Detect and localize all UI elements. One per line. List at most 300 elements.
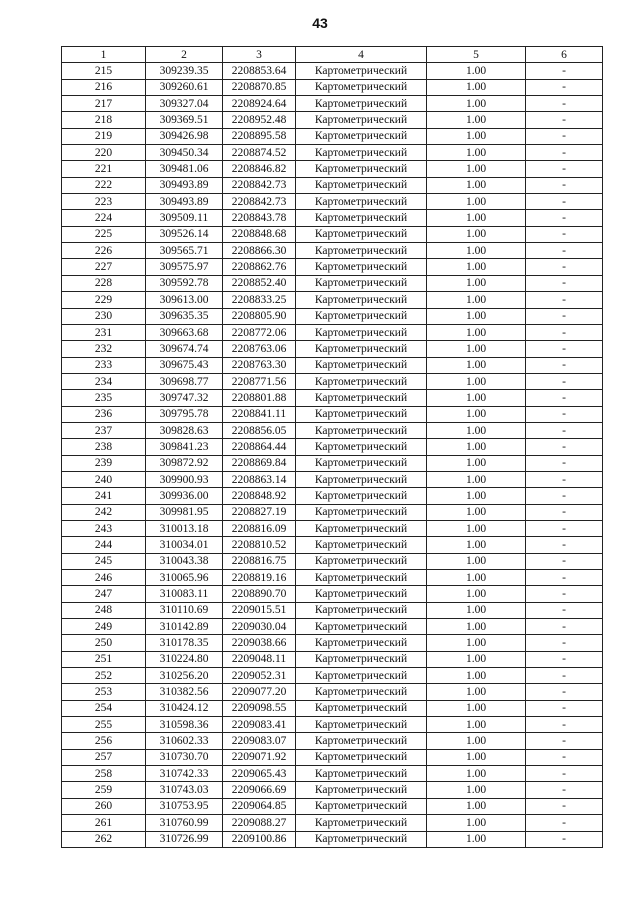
x-coordinate-cell: 309841.23 [146, 439, 223, 455]
accuracy-cell: 1.00 [427, 798, 526, 814]
accuracy-cell: 1.00 [427, 373, 526, 389]
note-cell: - [526, 63, 603, 79]
x-coordinate-cell: 309872.92 [146, 455, 223, 471]
accuracy-cell: 1.00 [427, 570, 526, 586]
note-cell: - [526, 226, 603, 242]
y-coordinate-cell: 2208816.75 [223, 553, 296, 569]
note-cell: - [526, 798, 603, 814]
note-cell: - [526, 782, 603, 798]
table-row [62, 243, 603, 259]
accuracy-cell: 1.00 [427, 357, 526, 373]
point-number-cell: 223 [62, 194, 146, 210]
method-cell: Картометрический [296, 161, 427, 177]
x-coordinate-cell: 309828.63 [146, 422, 223, 438]
accuracy-cell: 1.00 [427, 717, 526, 733]
note-cell: - [526, 177, 603, 193]
note-cell: - [526, 717, 603, 733]
point-number-cell: 254 [62, 700, 146, 716]
x-coordinate-cell: 310726.99 [146, 831, 223, 847]
point-number-cell: 258 [62, 766, 146, 782]
point-number-cell: 216 [62, 79, 146, 95]
note-cell: - [526, 619, 603, 635]
accuracy-cell: 1.00 [427, 815, 526, 831]
y-coordinate-cell: 2209065.43 [223, 766, 296, 782]
x-coordinate-cell: 309698.77 [146, 373, 223, 389]
accuracy-cell: 1.00 [427, 275, 526, 291]
table-row [62, 259, 603, 275]
table-row [62, 553, 603, 569]
note-cell: - [526, 815, 603, 831]
point-number-cell: 260 [62, 798, 146, 814]
table-row [62, 749, 603, 765]
note-cell: - [526, 145, 603, 161]
y-coordinate-cell: 2209100.86 [223, 831, 296, 847]
x-coordinate-cell: 309747.32 [146, 390, 223, 406]
y-coordinate-cell: 2209083.07 [223, 733, 296, 749]
table-row [62, 635, 603, 651]
table-row [62, 145, 603, 161]
table-row [62, 471, 603, 487]
table-row [62, 194, 603, 210]
y-coordinate-cell: 2208848.68 [223, 226, 296, 242]
method-cell: Картометрический [296, 831, 427, 847]
method-cell: Картометрический [296, 128, 427, 144]
table-row [62, 128, 603, 144]
method-cell: Картометрический [296, 504, 427, 520]
note-cell: - [526, 471, 603, 487]
y-coordinate-cell: 2208890.70 [223, 586, 296, 602]
method-cell: Картометрический [296, 210, 427, 226]
note-cell: - [526, 488, 603, 504]
x-coordinate-cell: 310043.38 [146, 553, 223, 569]
y-coordinate-cell: 2208895.58 [223, 128, 296, 144]
accuracy-cell: 1.00 [427, 308, 526, 324]
note-cell: - [526, 570, 603, 586]
accuracy-cell: 1.00 [427, 259, 526, 275]
accuracy-cell: 1.00 [427, 749, 526, 765]
method-cell: Картометрический [296, 668, 427, 684]
note-cell: - [526, 537, 603, 553]
point-number-cell: 242 [62, 504, 146, 520]
x-coordinate-cell: 309795.78 [146, 406, 223, 422]
note-cell: - [526, 357, 603, 373]
table-row [62, 586, 603, 602]
method-cell: Картометрический [296, 520, 427, 536]
y-coordinate-cell: 2208924.64 [223, 96, 296, 112]
point-number-cell: 239 [62, 455, 146, 471]
table-row [62, 292, 603, 308]
point-number-cell: 225 [62, 226, 146, 242]
y-coordinate-cell: 2208866.30 [223, 243, 296, 259]
point-number-cell: 237 [62, 422, 146, 438]
table-row [62, 161, 603, 177]
point-number-cell: 217 [62, 96, 146, 112]
y-coordinate-cell: 2208843.78 [223, 210, 296, 226]
accuracy-cell: 1.00 [427, 488, 526, 504]
x-coordinate-cell: 310602.33 [146, 733, 223, 749]
accuracy-cell: 1.00 [427, 145, 526, 161]
point-number-cell: 250 [62, 635, 146, 651]
column-header: 1 [62, 47, 146, 63]
y-coordinate-cell: 2208863.14 [223, 471, 296, 487]
point-number-cell: 256 [62, 733, 146, 749]
y-coordinate-cell: 2208848.92 [223, 488, 296, 504]
y-coordinate-cell: 2208842.73 [223, 177, 296, 193]
x-coordinate-cell: 309239.35 [146, 63, 223, 79]
method-cell: Картометрический [296, 602, 427, 618]
x-coordinate-cell: 309981.95 [146, 504, 223, 520]
y-coordinate-cell: 2209088.27 [223, 815, 296, 831]
y-coordinate-cell: 2208827.19 [223, 504, 296, 520]
table-row [62, 602, 603, 618]
accuracy-cell: 1.00 [427, 537, 526, 553]
method-cell: Картометрический [296, 455, 427, 471]
method-cell: Картометрический [296, 145, 427, 161]
method-cell: Картометрический [296, 651, 427, 667]
table-row [62, 717, 603, 733]
note-cell: - [526, 341, 603, 357]
point-number-cell: 228 [62, 275, 146, 291]
x-coordinate-cell: 310424.12 [146, 700, 223, 716]
y-coordinate-cell: 2209048.11 [223, 651, 296, 667]
y-coordinate-cell: 2209066.69 [223, 782, 296, 798]
method-cell: Картометрический [296, 733, 427, 749]
point-number-cell: 238 [62, 439, 146, 455]
accuracy-cell: 1.00 [427, 831, 526, 847]
method-cell: Картометрический [296, 586, 427, 602]
y-coordinate-cell: 2208833.25 [223, 292, 296, 308]
table-row [62, 537, 603, 553]
x-coordinate-cell: 309675.43 [146, 357, 223, 373]
method-cell: Картометрический [296, 308, 427, 324]
y-coordinate-cell: 2209052.31 [223, 668, 296, 684]
table-row [62, 79, 603, 95]
method-cell: Картометрический [296, 749, 427, 765]
note-cell: - [526, 700, 603, 716]
column-header: 5 [427, 47, 526, 63]
method-cell: Картометрический [296, 798, 427, 814]
table-row [62, 324, 603, 340]
accuracy-cell: 1.00 [427, 586, 526, 602]
point-number-cell: 251 [62, 651, 146, 667]
x-coordinate-cell: 310110.69 [146, 602, 223, 618]
note-cell: - [526, 520, 603, 536]
table-row [62, 308, 603, 324]
y-coordinate-cell: 2209015.51 [223, 602, 296, 618]
note-cell: - [526, 194, 603, 210]
x-coordinate-cell: 309481.06 [146, 161, 223, 177]
note-cell: - [526, 96, 603, 112]
x-coordinate-cell: 310753.95 [146, 798, 223, 814]
method-cell: Картометрический [296, 292, 427, 308]
x-coordinate-cell: 310013.18 [146, 520, 223, 536]
y-coordinate-cell: 2209071.92 [223, 749, 296, 765]
method-cell: Картометрический [296, 259, 427, 275]
x-coordinate-cell: 309450.34 [146, 145, 223, 161]
table-row [62, 766, 603, 782]
table-row [62, 798, 603, 814]
x-coordinate-cell: 310224.80 [146, 651, 223, 667]
accuracy-cell: 1.00 [427, 194, 526, 210]
point-number-cell: 221 [62, 161, 146, 177]
accuracy-cell: 1.00 [427, 651, 526, 667]
x-coordinate-cell: 309260.61 [146, 79, 223, 95]
note-cell: - [526, 684, 603, 700]
point-number-cell: 243 [62, 520, 146, 536]
table-row [62, 733, 603, 749]
y-coordinate-cell: 2209077.20 [223, 684, 296, 700]
y-coordinate-cell: 2209064.85 [223, 798, 296, 814]
x-coordinate-cell: 309493.89 [146, 177, 223, 193]
note-cell: - [526, 668, 603, 684]
column-header: 4 [296, 47, 427, 63]
table-row [62, 177, 603, 193]
y-coordinate-cell: 2208856.05 [223, 422, 296, 438]
point-number-cell: 222 [62, 177, 146, 193]
point-number-cell: 232 [62, 341, 146, 357]
table-row [62, 684, 603, 700]
column-header: 3 [223, 47, 296, 63]
y-coordinate-cell: 2208841.11 [223, 406, 296, 422]
point-number-cell: 215 [62, 63, 146, 79]
y-coordinate-cell: 2208816.09 [223, 520, 296, 536]
method-cell: Картометрический [296, 63, 427, 79]
method-cell: Картометрический [296, 553, 427, 569]
x-coordinate-cell: 309493.89 [146, 194, 223, 210]
accuracy-cell: 1.00 [427, 520, 526, 536]
table-row [62, 504, 603, 520]
table-row [62, 226, 603, 242]
y-coordinate-cell: 2208870.85 [223, 79, 296, 95]
note-cell: - [526, 406, 603, 422]
x-coordinate-cell: 309426.98 [146, 128, 223, 144]
point-number-cell: 224 [62, 210, 146, 226]
x-coordinate-cell: 309663.68 [146, 324, 223, 340]
method-cell: Картометрический [296, 390, 427, 406]
point-number-cell: 231 [62, 324, 146, 340]
method-cell: Картометрический [296, 357, 427, 373]
accuracy-cell: 1.00 [427, 766, 526, 782]
y-coordinate-cell: 2208952.48 [223, 112, 296, 128]
x-coordinate-cell: 309635.35 [146, 308, 223, 324]
table-row [62, 619, 603, 635]
table-body [62, 63, 603, 848]
x-coordinate-cell: 310743.03 [146, 782, 223, 798]
y-coordinate-cell: 2208801.88 [223, 390, 296, 406]
point-number-cell: 241 [62, 488, 146, 504]
accuracy-cell: 1.00 [427, 504, 526, 520]
y-coordinate-cell: 2208846.82 [223, 161, 296, 177]
method-cell: Картометрический [296, 815, 427, 831]
accuracy-cell: 1.00 [427, 553, 526, 569]
table-row [62, 406, 603, 422]
accuracy-cell: 1.00 [427, 79, 526, 95]
note-cell: - [526, 586, 603, 602]
method-cell: Картометрический [296, 684, 427, 700]
x-coordinate-cell: 309526.14 [146, 226, 223, 242]
table-row [62, 782, 603, 798]
point-number-cell: 244 [62, 537, 146, 553]
column-header: 6 [526, 47, 603, 63]
accuracy-cell: 1.00 [427, 292, 526, 308]
accuracy-cell: 1.00 [427, 210, 526, 226]
method-cell: Картометрический [296, 177, 427, 193]
page-number: 43 [312, 15, 328, 31]
method-cell: Картометрический [296, 471, 427, 487]
accuracy-cell: 1.00 [427, 390, 526, 406]
note-cell: - [526, 292, 603, 308]
y-coordinate-cell: 2208772.06 [223, 324, 296, 340]
x-coordinate-cell: 309592.78 [146, 275, 223, 291]
note-cell: - [526, 112, 603, 128]
note-cell: - [526, 243, 603, 259]
point-number-cell: 227 [62, 259, 146, 275]
method-cell: Картометрический [296, 373, 427, 389]
y-coordinate-cell: 2208805.90 [223, 308, 296, 324]
table-row [62, 455, 603, 471]
method-cell: Картометрический [296, 766, 427, 782]
note-cell: - [526, 439, 603, 455]
note-cell: - [526, 504, 603, 520]
accuracy-cell: 1.00 [427, 341, 526, 357]
accuracy-cell: 1.00 [427, 700, 526, 716]
point-number-cell: 247 [62, 586, 146, 602]
y-coordinate-cell: 2208810.52 [223, 537, 296, 553]
y-coordinate-cell: 2209030.04 [223, 619, 296, 635]
accuracy-cell: 1.00 [427, 684, 526, 700]
table-row [62, 700, 603, 716]
accuracy-cell: 1.00 [427, 471, 526, 487]
note-cell: - [526, 553, 603, 569]
accuracy-cell: 1.00 [427, 161, 526, 177]
y-coordinate-cell: 2209038.66 [223, 635, 296, 651]
accuracy-cell: 1.00 [427, 243, 526, 259]
method-cell: Картометрический [296, 243, 427, 259]
x-coordinate-cell: 310178.35 [146, 635, 223, 651]
point-number-cell: 245 [62, 553, 146, 569]
method-cell: Картометрический [296, 439, 427, 455]
table-row [62, 112, 603, 128]
accuracy-cell: 1.00 [427, 177, 526, 193]
note-cell: - [526, 651, 603, 667]
note-cell: - [526, 373, 603, 389]
method-cell: Картометрический [296, 324, 427, 340]
accuracy-cell: 1.00 [427, 226, 526, 242]
y-coordinate-cell: 2208763.06 [223, 341, 296, 357]
method-cell: Картометрический [296, 619, 427, 635]
table-row [62, 831, 603, 847]
point-number-cell: 249 [62, 619, 146, 635]
point-number-cell: 252 [62, 668, 146, 684]
accuracy-cell: 1.00 [427, 112, 526, 128]
method-cell: Картометрический [296, 406, 427, 422]
table-row [62, 96, 603, 112]
accuracy-cell: 1.00 [427, 439, 526, 455]
point-number-cell: 219 [62, 128, 146, 144]
method-cell: Картометрический [296, 570, 427, 586]
note-cell: - [526, 422, 603, 438]
x-coordinate-cell: 309674.74 [146, 341, 223, 357]
table-row [62, 390, 603, 406]
note-cell: - [526, 161, 603, 177]
y-coordinate-cell: 2209083.41 [223, 717, 296, 733]
point-number-cell: 220 [62, 145, 146, 161]
table-row [62, 651, 603, 667]
x-coordinate-cell: 309613.00 [146, 292, 223, 308]
accuracy-cell: 1.00 [427, 602, 526, 618]
point-number-cell: 229 [62, 292, 146, 308]
x-coordinate-cell: 310598.36 [146, 717, 223, 733]
point-number-cell: 226 [62, 243, 146, 259]
coordinates-table [61, 46, 603, 848]
note-cell: - [526, 390, 603, 406]
point-number-cell: 233 [62, 357, 146, 373]
table-row [62, 570, 603, 586]
y-coordinate-cell: 2208874.52 [223, 145, 296, 161]
note-cell: - [526, 275, 603, 291]
table-row [62, 488, 603, 504]
note-cell: - [526, 128, 603, 144]
table-row [62, 275, 603, 291]
x-coordinate-cell: 309936.00 [146, 488, 223, 504]
y-coordinate-cell: 2208853.64 [223, 63, 296, 79]
point-number-cell: 234 [62, 373, 146, 389]
y-coordinate-cell: 2208771.56 [223, 373, 296, 389]
method-cell: Картометрический [296, 275, 427, 291]
point-number-cell: 261 [62, 815, 146, 831]
x-coordinate-cell: 309369.51 [146, 112, 223, 128]
table-row [62, 815, 603, 831]
point-number-cell: 255 [62, 717, 146, 733]
table-row [62, 422, 603, 438]
table-row [62, 357, 603, 373]
x-coordinate-cell: 310256.20 [146, 668, 223, 684]
table-row [62, 668, 603, 684]
point-number-cell: 240 [62, 471, 146, 487]
point-number-cell: 259 [62, 782, 146, 798]
note-cell: - [526, 602, 603, 618]
x-coordinate-cell: 309509.11 [146, 210, 223, 226]
y-coordinate-cell: 2208869.84 [223, 455, 296, 471]
accuracy-cell: 1.00 [427, 128, 526, 144]
accuracy-cell: 1.00 [427, 619, 526, 635]
point-number-cell: 246 [62, 570, 146, 586]
method-cell: Картометрический [296, 79, 427, 95]
x-coordinate-cell: 310034.01 [146, 537, 223, 553]
method-cell: Картометрический [296, 226, 427, 242]
y-coordinate-cell: 2208842.73 [223, 194, 296, 210]
accuracy-cell: 1.00 [427, 324, 526, 340]
method-cell: Картометрический [296, 96, 427, 112]
x-coordinate-cell: 309900.93 [146, 471, 223, 487]
note-cell: - [526, 831, 603, 847]
point-number-cell: 253 [62, 684, 146, 700]
x-coordinate-cell: 310065.96 [146, 570, 223, 586]
note-cell: - [526, 210, 603, 226]
y-coordinate-cell: 2208819.16 [223, 570, 296, 586]
x-coordinate-cell: 309565.71 [146, 243, 223, 259]
y-coordinate-cell: 2208852.40 [223, 275, 296, 291]
table-row [62, 210, 603, 226]
table-row [62, 63, 603, 79]
accuracy-cell: 1.00 [427, 782, 526, 798]
note-cell: - [526, 733, 603, 749]
y-coordinate-cell: 2208862.76 [223, 259, 296, 275]
point-number-cell: 218 [62, 112, 146, 128]
note-cell: - [526, 749, 603, 765]
y-coordinate-cell: 2208763.30 [223, 357, 296, 373]
method-cell: Картометрический [296, 700, 427, 716]
